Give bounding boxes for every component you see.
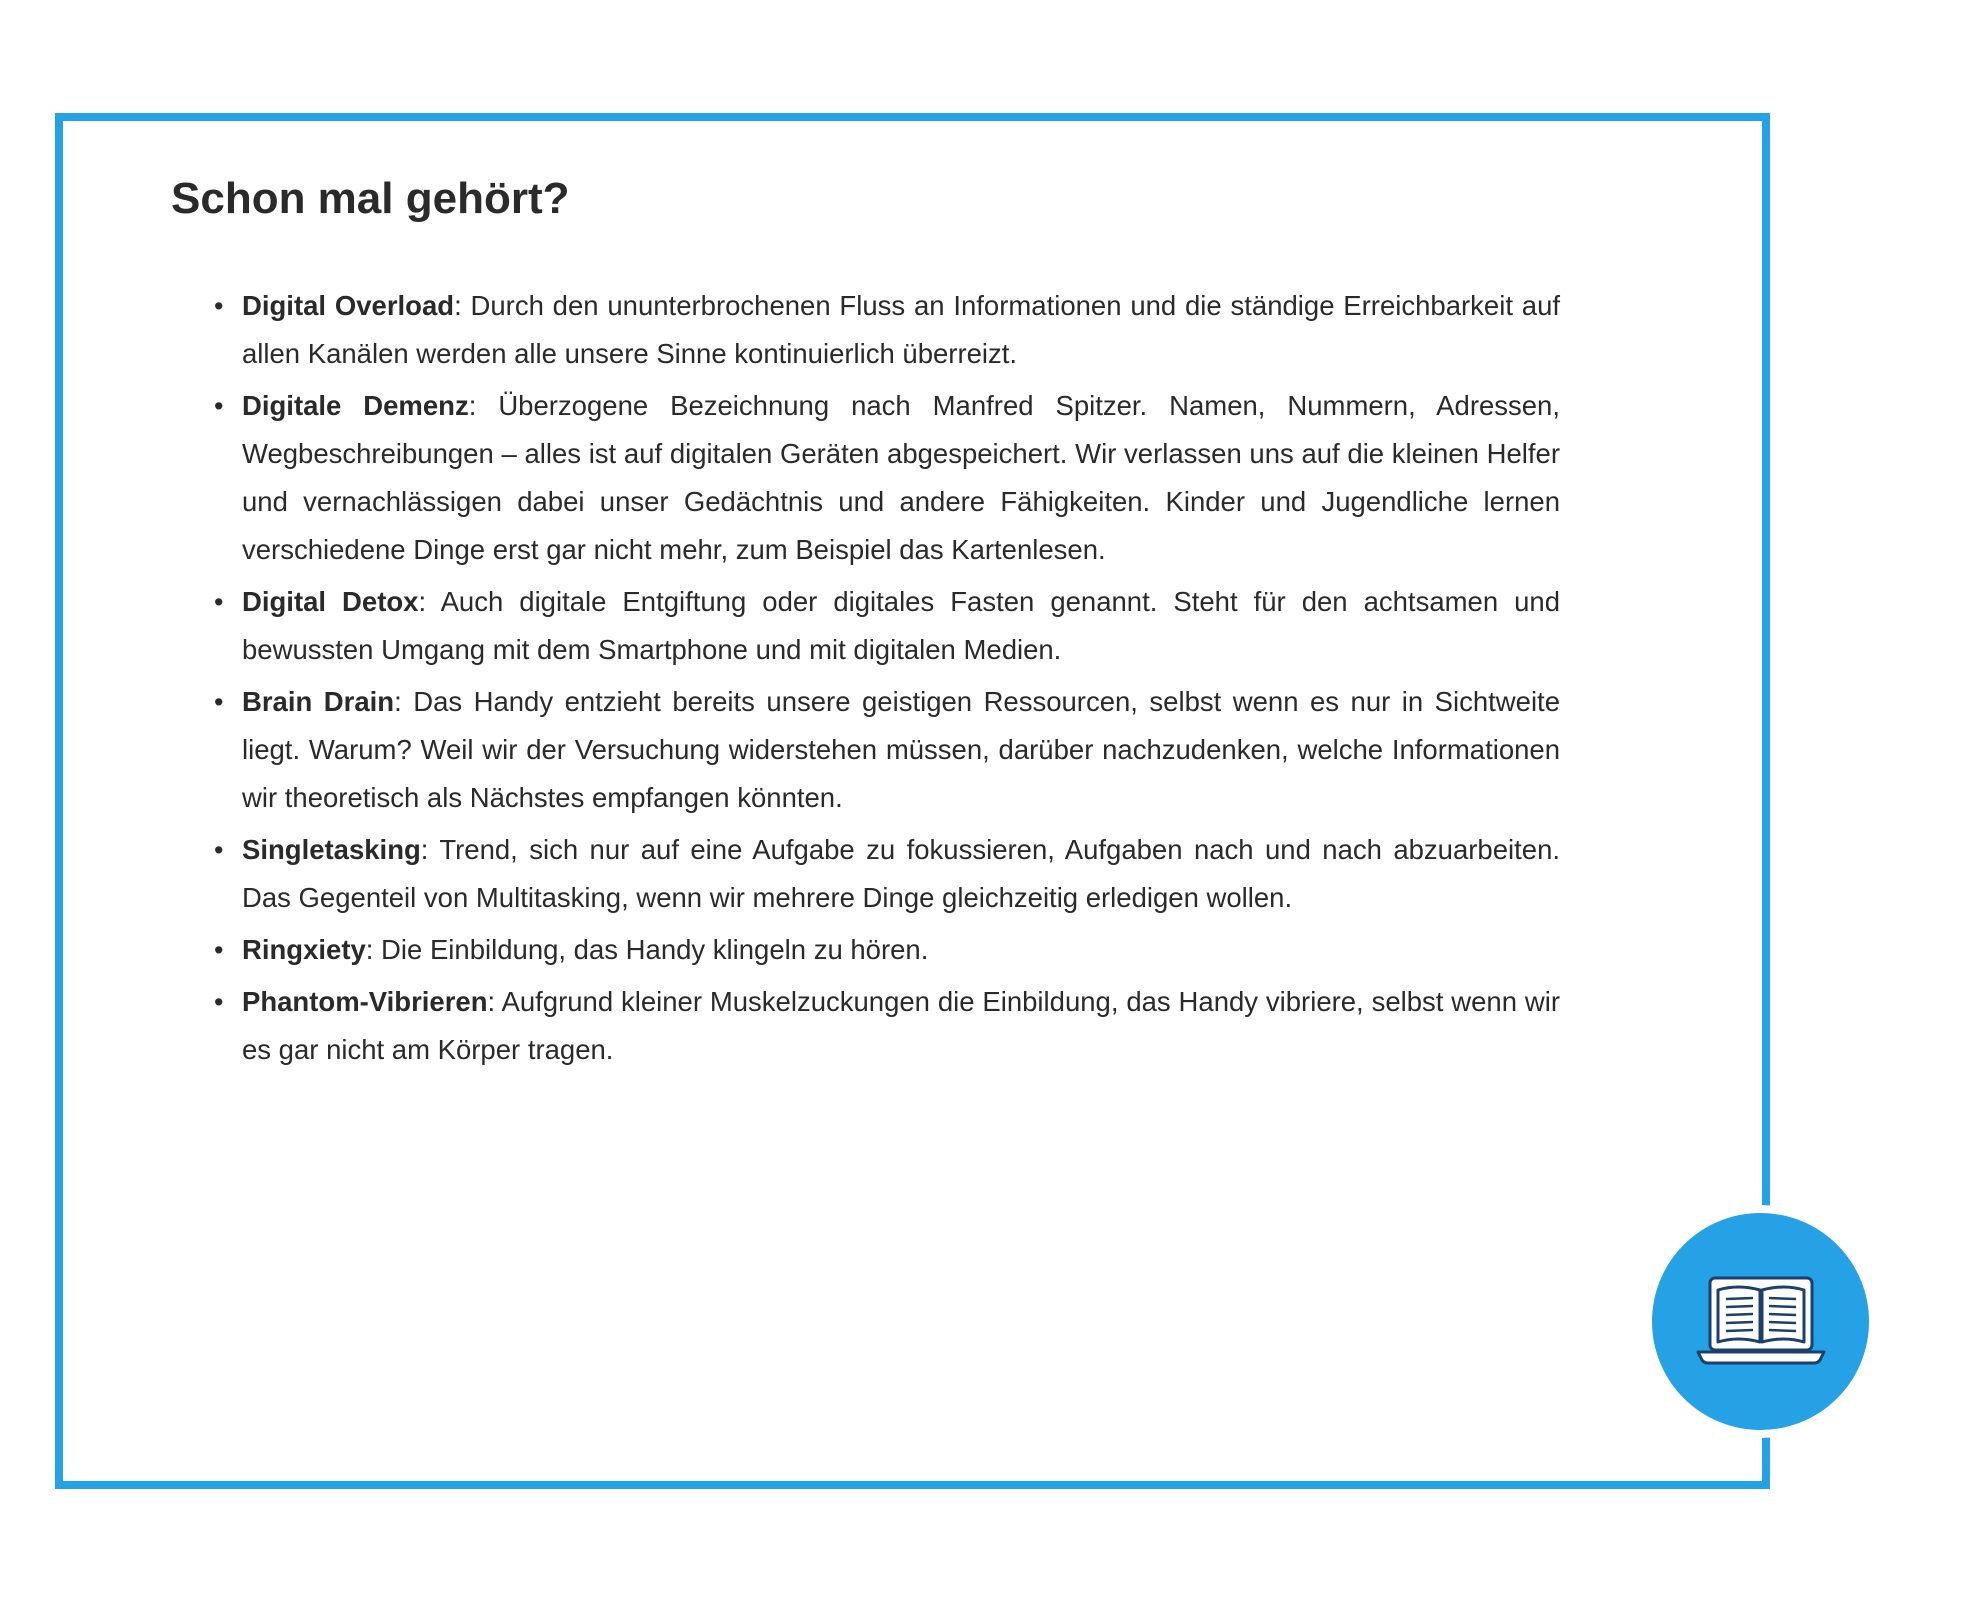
bullet: •	[214, 291, 224, 321]
list-item	[214, 578, 1561, 674]
term-label: Ringxiety	[242, 934, 366, 965]
list-item	[214, 978, 1560, 1074]
box-title: Schon mal gehört?	[171, 174, 570, 223]
list-item	[214, 926, 1560, 974]
term-description: : Durch den ununterbrochenen Fluss an Informationen und die ständige Erreichbarkeit auf allen Kanälen werden alle unsere Sinne kontinuierlich überreizt.	[242, 290, 1560, 369]
term-description: : Trend, sich nur auf eine Aufgabe zu fokussieren, Aufgaben nach und nach abzuarbeiten. Das Gegenteil von Multitasking, wenn wir mehrere Dinge gleichzeitig erledigen wollen.	[242, 834, 1560, 913]
term-label: Brain Drain	[242, 686, 395, 717]
list-item	[214, 382, 1560, 574]
term-description: : Aufgrund kleiner Muskelzuckungen die Einbildung, das Handy vibriere, selbst wenn wir es gar nicht am Körper tragen.	[242, 986, 1560, 1065]
term-list	[214, 282, 1561, 1078]
bullet: •	[214, 391, 224, 421]
term-description: : Überzogene Bezeichnung nach Manfred Spitzer. Namen, Nummern, Adressen, Wegbeschreibungen – alles ist auf digitalen Geräten abgespeichert. Wir verlassen uns auf die kleinen Helfer und vernachlässigen dabei unser Gedächtnis und andere Fähigkeiten. Kinder und Jugendliche lernen verschiedene Dinge erst gar nicht mehr, zum Beispiel das Kartenlesen.	[242, 390, 1560, 565]
laptop-book-icon	[1696, 1272, 1826, 1372]
list-item	[214, 826, 1560, 922]
bullet: •	[214, 587, 224, 617]
term-label: Phantom-Vibrieren	[242, 986, 488, 1017]
term-label: Singletasking	[242, 834, 421, 865]
term-description: : Die Einbildung, das Handy klingeln zu hören.	[365, 934, 929, 965]
list-item	[214, 678, 1560, 822]
bullet: •	[214, 687, 224, 717]
term-label: Digitale Demenz	[242, 390, 469, 421]
term-label: Digital Detox	[242, 586, 419, 617]
term-description: : Das Handy entzieht bereits unsere geistigen Ressourcen, selbst wenn es nur in Sichtweite liegt. Warum? Weil wir der Versuchung widerstehen müssen, darüber nachzudenken, welche Informationen wir theoretisch als Nächstes empfangen könnten.	[242, 686, 1560, 813]
bullet: •	[214, 987, 224, 1017]
list-item	[214, 282, 1560, 378]
bullet: •	[214, 935, 224, 965]
info-badge	[1644, 1205, 1877, 1438]
bullet: •	[214, 835, 224, 865]
term-description: : Auch digitale Entgiftung oder digitales Fasten genannt. Steht für den achtsamen und bewussten Umgang mit dem Smartphone und mit digitalen Medien.	[242, 586, 1561, 665]
term-label: Digital Overload	[242, 290, 455, 321]
